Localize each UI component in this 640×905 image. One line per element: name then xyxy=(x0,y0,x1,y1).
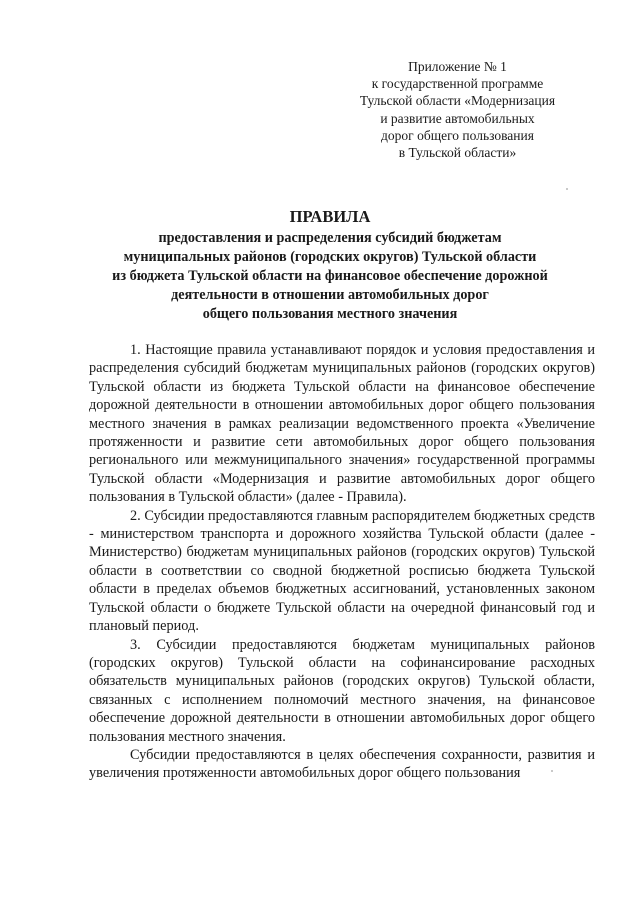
paragraph-3: 3. Субсидии предоставляются бюджетам муниципальных районов (городских округов) Тульской области на софинансирование расходных обязательств муниципальных районов (городских округов) Тульской области, связанных с исполнением полномочий местного значения, на финансовое обеспечение дорожной деятельности в отношении автомобильных дорог общего пользования местного значения. xyxy=(89,636,595,745)
paragraph-2: 2. Субсидии предоставляются главным распорядителем бюджетных средств - министерством транспорта и дорожного хозяйства Тульской области (далее - Министерство) бюджетам муниципальных районов (городских округов) Тульской области в соответствии со сводной бюджетной росписью бюджета Тульской области в пределах объемов бюджетных ассигнований, установленных законом Тульской области о бюджете Тульской области на очередной финансовый год и плановый период. xyxy=(89,507,595,635)
subtitle-line: муниципальных районов (городских округов) Тульской области xyxy=(123,249,537,265)
appendix-line: Тульской области «Модернизация xyxy=(359,93,556,109)
scan-speck xyxy=(566,188,568,190)
appendix-line: Приложение № 1 xyxy=(408,59,507,74)
paragraph-4: Субсидии предоставляются в целях обеспечения сохранности, развития и увеличения протяженности автомобильных дорог общего пользования xyxy=(89,746,595,782)
document-title xyxy=(80,207,580,324)
paragraph-1: 1. Настоящие правила устанавливают порядок и условия предоставления и распределения субсидий бюджетам муниципальных районов (городских округов) Тульской области из бюджета Тульской области на финансовое обеспечение дорожной деятельности в отношении автомобильных дорог общего пользования местного значения в рамках реализации ведомственного проекта «Увеличение протяженности и развитие сети автомобильных дорог общего пользования регионального или межмуниципального значения» государственной программы Тульской области «Модернизация и развитие автомобильных дорог общего пользования в Тульской области» (далее - Правила). xyxy=(89,342,595,506)
title-heading: ПРАВИЛА xyxy=(289,207,371,226)
appendix-line: и развитие автомобильных xyxy=(380,110,535,126)
subtitle-line: общего пользования местного значения xyxy=(202,306,458,322)
scan-speck xyxy=(551,770,553,772)
subtitle-line: предоставления и распределения субсидий бюджетам xyxy=(158,230,502,246)
title-subtitle xyxy=(80,229,580,324)
appendix-line: в Тульской области» xyxy=(398,145,517,161)
appendix-line: дорог общего пользования xyxy=(381,127,534,143)
appendix-note xyxy=(330,58,585,161)
appendix-line: к государственной программе xyxy=(371,76,544,92)
subtitle-line: из бюджета Тульской области на финансовое обеспечение дорожной xyxy=(112,268,548,284)
subtitle-line: деятельности в отношении автомобильных дорог xyxy=(171,287,489,303)
document-body xyxy=(89,341,595,783)
